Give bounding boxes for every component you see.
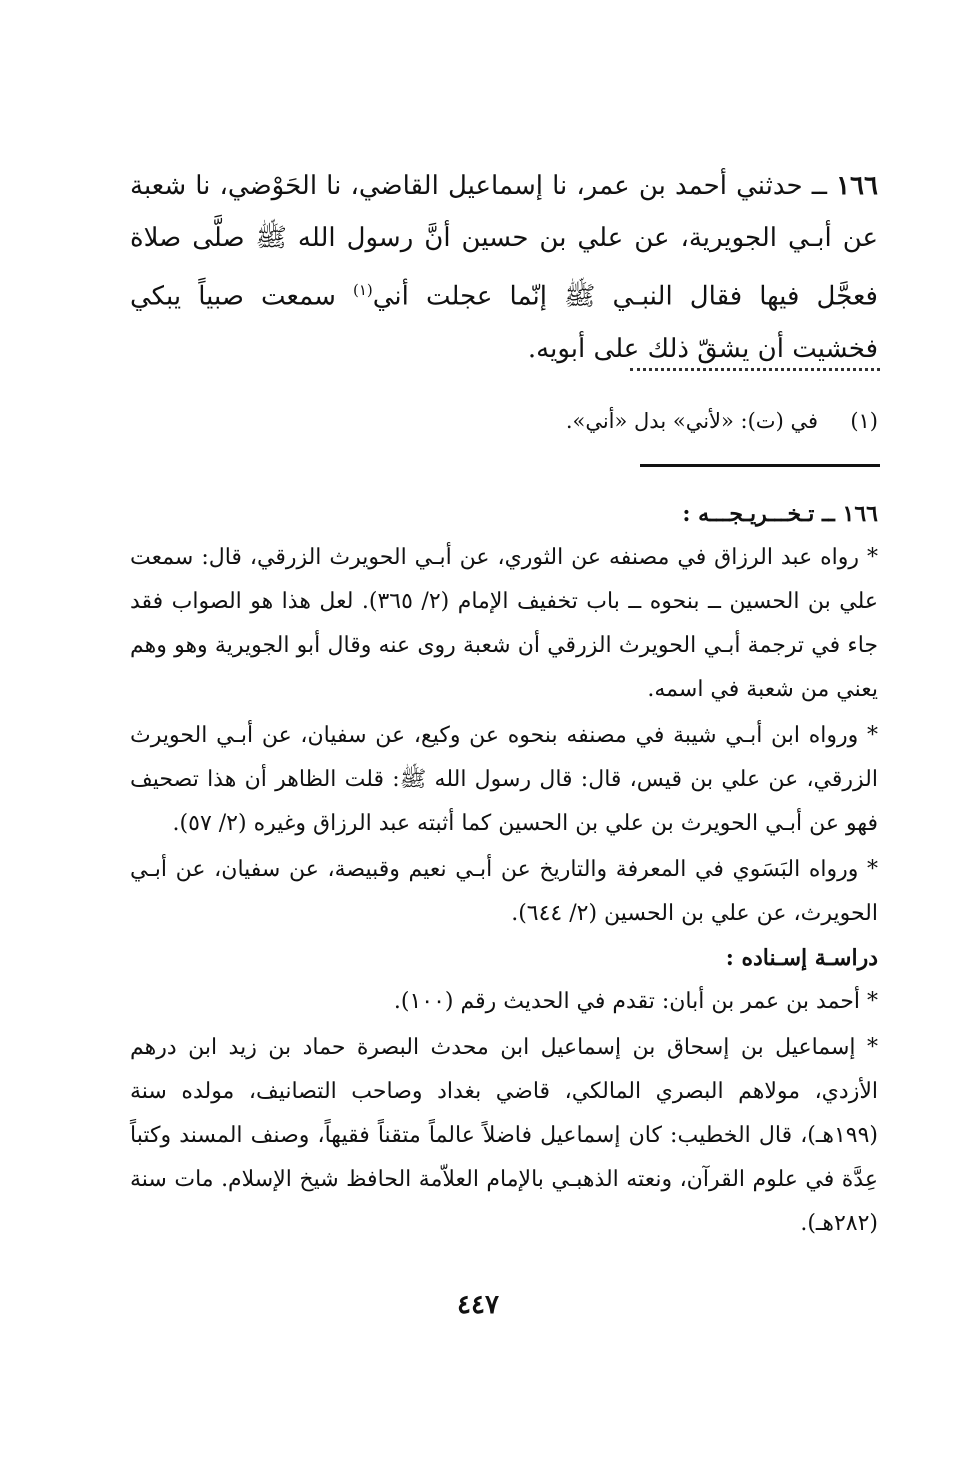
dirasa-heading: دراسـة إسـناده :: [725, 945, 878, 971]
takhrij-paragraph-1: * رواه عبد الرزاق في مصنفه عن الثوري، عن أبـي الحويرث الزرقي، قال: سمعت علي بن الحسين ــ بنحوه ــ باب تخفيف الإمام (٢/ ٣٦٥). لعل هذا هو الصواب فقد جاء في ترجمة أبـي الحويرث الزرقي أن شعبة روى عنه وقال أبو الجويرية وهو وهم يعني من شعبة في اسمه.: [130, 545, 879, 702]
hadith-text: [130, 160, 878, 375]
dirasa-paragraph-1: * أحمد بن عمر بن أبان: تقدم في الحديث رقم (١٠٠).: [393, 989, 878, 1014]
dirasa-paragraph-2: * إسماعيل بن إسحاق بن إسماعيل ابن محدث البصرة حماد بن زيد ابن درهم الأزدي، مولاهم البصري المالكي، قاضي بغداد وصاحب التصانيف، مولده سنة (١٩٩هـ)، قال الخطيب: كان إسماعيل فاضلاً عالماً متقناً فقيهاً، وصنف المسند وكتباً عِدَّة في علوم القرآن، ونعته الذهبـي بالإمام العلاّمة الحافظ شيخ الإسلام. مات سنة (٢٨٢هـ).: [130, 1035, 878, 1236]
footnote-reference: (١): [352, 281, 373, 299]
takhrij-paragraph-3: * ورواه البَسَوي في المعرفة والتاريخ عن أبـي نعيم وقبيصة، عن سفيان، عن أبـي الحويرث، عن علي بن الحسين (٢/ ٦٤٤).: [130, 857, 878, 926]
footnote: [130, 404, 878, 438]
footnote-text: في (ت): «لأني» بدل «أني».: [565, 409, 818, 433]
takhrij-section: [130, 492, 878, 1246]
hadith-body-end: سمعت صبياً يبكي فخشيت أن يشقّ ذلك على أبويه.: [130, 281, 878, 364]
footnote-number: (١): [850, 409, 878, 433]
takhrij-paragraph-2: * ورواه ابن أبـي شيبة في مصنفه بنحوه عن وكيع، عن سفيان، عن أبـي الحويرث الزرقي، عن علي بن قيس، قال: قال رسول الله ﷺ: قلت الظاهر أن هذا تصحيف فهو عن أبـي الحويرث بن علي بن الحسين كما أثبته عبد الرزاق وغيره (٢/ ٥٧).: [130, 723, 878, 836]
page-number: ٤٤٧: [457, 1290, 499, 1320]
takhrij-heading: ١٦٦ ــ تـخـــريـجـــه :: [682, 501, 878, 527]
footnote-separator: [630, 368, 880, 371]
section-divider: [640, 464, 880, 467]
hadith-number: ١٦٦: [836, 171, 878, 201]
hadith-body: ــ حدثني أحمد بن عمر، نا إسماعيل القاضي، نا الحَوْضي، نا شعبة عن أبـي الجويرية، عن علي بن حسين أنَّ رسول الله ﷺ صلَّى صلاة فعجَّل فيها فقال النبـي ﷺ إنّما عجلت أني: [130, 171, 878, 312]
